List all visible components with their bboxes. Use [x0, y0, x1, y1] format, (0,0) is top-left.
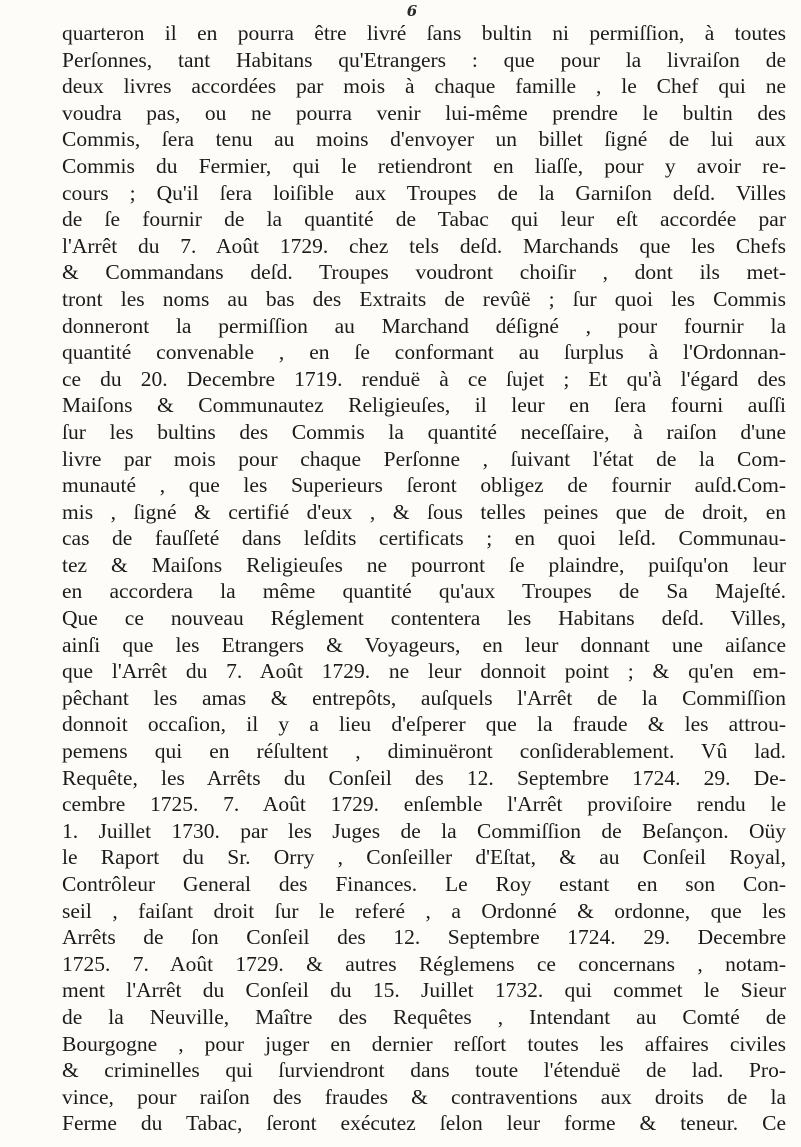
text-line: Que ce nouveau Réglement contentera les Habitans deſd. Villes, — [62, 606, 786, 631]
text-line: ment l'Arrêt du Conſeil du 15. Juillet 1732. qui commet le Sieur — [62, 978, 786, 1003]
text-line: 1725. 7. Août 1729. & autres Réglemens ce concernans , notam- — [62, 951, 786, 976]
text-line: quarteron il en pourra être livré ſans bultin ni permiſſion, à toutes — [62, 21, 786, 45]
page-number: 6 — [406, 2, 418, 20]
text-line: quantité convenable , en ſe conformant au ſurplus à l'Ordonnan- — [62, 340, 786, 365]
text-line: de ſe fournir de la quantité de Tabac qui leur eſt accordée par — [62, 207, 786, 232]
text-line: en accordera la même quantité qu'aux Troupes de Sa Majeſté. — [62, 579, 786, 604]
text-line: tez & Maiſons Religieuſes ne pourront ſe plaindre, puiſqu'on leur — [62, 552, 786, 577]
text-line: ſur les bultins des Commis la quantité neceſſaire, à raiſon d'une — [62, 419, 786, 444]
text-line: livre par mois pour chaque Perſonne , ſuivant l'état de la Com- — [62, 446, 786, 471]
text-line: Commis, ſera tenu au moins d'envoyer un billet ſigné de lui aux — [62, 127, 786, 152]
text-line: Maiſons & Communautez Religieuſes, il leur en ſera fourni auſſi — [62, 393, 786, 418]
body-text — [62, 20, 786, 1137]
text-line: que l'Arrêt du 7. Août 1729. ne leur donnoit point ; & qu'en em- — [62, 659, 786, 684]
text-line: pemens qui en réſultent , diminuëront conſiderablement. Vû lad. — [62, 739, 786, 764]
text-line: Bourgogne , pour juger en dernier reſſort toutes les affaires civiles — [62, 1031, 786, 1056]
text-line: le Raport du Sr. Orry , Conſeiller d'Eſtat, & au Conſeil Royal, — [62, 845, 786, 870]
text-line: Contrôleur General des Finances. Le Roy estant en son Con- — [62, 872, 786, 896]
text-line: cembre 1725. 7. Août 1729. enſemble l'Arrêt proviſoire rendu le — [62, 792, 786, 817]
text-line: & criminelles qui ſurviendront dans toute l'étenduë de lad. Pro- — [62, 1058, 786, 1083]
text-line: tront les noms au bas des Extraits de revûë ; ſur quoi les Commis — [62, 286, 786, 311]
text-line: donneront la permiſſion au Marchand déſigné , pour fournir la — [62, 313, 786, 338]
text-line: Perſonnes, tant Habitans qu'Etrangers : que pour la livraiſon de — [62, 47, 786, 72]
text-line: cours ; Qu'il ſera loiſible aux Troupes de la Garniſon deſd. Villes — [62, 180, 786, 205]
text-line: Commis du Fermier, qui le retiendront en liaſſe, pour y avoir re- — [62, 153, 786, 178]
text-line: 1. Juillet 1730. par les Juges de la Commiſſion de Beſançon. Oüy — [62, 818, 786, 843]
text-line: & Commandans deſd. Troupes voudront choiſir , dont ils met- — [62, 260, 786, 285]
text-line: Requête, les Arrêts du Conſeil des 12. Septembre 1724. 29. De- — [62, 765, 786, 790]
text-line: de la Neuville, Maître des Requêtes , Intendant au Comté de — [62, 1004, 786, 1029]
text-line: munauté , que les Superieurs ſeront obligez de fournir auſd.Com- — [62, 473, 786, 498]
text-line: voudra pas, ou ne pourra venir lui-même prendre le bultin des — [62, 100, 786, 125]
text-line: cas de fauſſeté dans leſdits certificats ; en quoi leſd. Communau- — [62, 526, 786, 551]
text-line: ainſi que les Etrangers & Voyageurs, en leur donnant une aiſance — [62, 632, 786, 657]
text-line: deux livres accordées par mois à chaque famille , le Chef qui ne — [62, 74, 786, 99]
text-line: Ferme du Tabac, ſeront exécutez ſelon leur forme & teneur. Ce — [62, 1111, 786, 1136]
text-line: pêchant les amas & entrepôts, auſquels l'Arrêt de la Commiſſion — [62, 685, 786, 710]
text-line: l'Arrêt du 7. Août 1729. chez tels deſd. Marchands que les Chefs — [62, 233, 786, 258]
text-line: ce du 20. Decembre 1719. renduë à ce ſujet ; Et qu'à l'égard des — [62, 366, 786, 391]
text-line: Arrêts de ſon Conſeil des 12. Septembre 1724. 29. Decembre — [62, 925, 786, 950]
text-line: vince, pour raiſon des fraudes & contraventions aux droits de la — [62, 1084, 786, 1109]
text-line: mis , ſigné & certifié d'eux , & ſous telles peines que de droit, en — [62, 499, 786, 524]
text-line: seil , faiſant droit ſur le referé , a Ordonné & ordonne, que les — [62, 898, 786, 923]
text-line: donnoit occaſion, il y a lieu d'eſperer que la fraude & les attrou- — [62, 712, 786, 737]
